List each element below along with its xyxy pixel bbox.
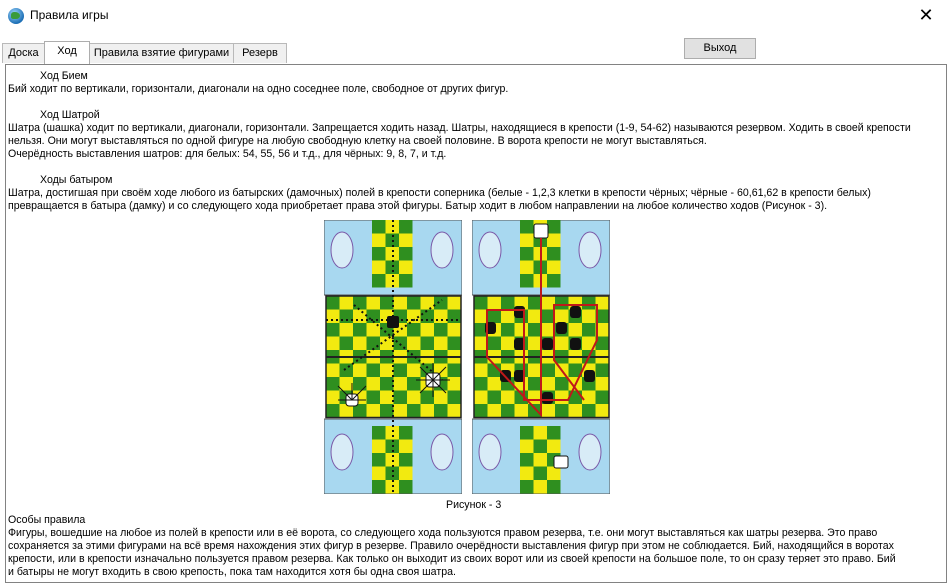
- board-square: [421, 296, 435, 310]
- board-square: [367, 377, 381, 391]
- board-square: [569, 404, 583, 418]
- board-square: [534, 440, 548, 454]
- board-square: [474, 377, 488, 391]
- board-square: [326, 323, 340, 337]
- board-square: [399, 220, 413, 234]
- board-square: [555, 296, 569, 310]
- white-biy-icon: [554, 456, 568, 468]
- board-square: [555, 404, 569, 418]
- rules-text-area[interactable]: [5, 64, 947, 583]
- board-square: [488, 337, 502, 351]
- app-globe-icon: [8, 8, 24, 24]
- batyr-text-2: превращается в батыра (дамку) и со следующего хода приобретает права этой фигуры. Батыр ходит в любом направлении на любое количество ходов (Рисунок - 3).: [8, 200, 828, 212]
- board-square: [520, 480, 534, 494]
- board-square: [501, 296, 515, 310]
- board-square: [542, 364, 556, 378]
- board-square: [596, 364, 610, 378]
- board-square: [386, 467, 400, 481]
- shatra-text-1: Шатра (шашка) ходит по вертикали, диагонали, горизонтали. Запрещается ходить назад. Шатры, находящиеся в крепости (1-9, 54-62) называются резервом. Ходить в своей крепости: [8, 122, 911, 134]
- board-square: [380, 377, 394, 391]
- board-square: [399, 247, 413, 261]
- black-shatra-icon: [570, 338, 581, 350]
- board-square: [372, 247, 386, 261]
- board-square: [596, 404, 610, 418]
- board-square: [407, 296, 421, 310]
- board-square: [372, 426, 386, 440]
- griffin-emblem-icon: [431, 232, 453, 268]
- board-square: [380, 296, 394, 310]
- black-shatra-icon: [584, 370, 595, 382]
- board-square: [448, 377, 462, 391]
- board-square: [582, 296, 596, 310]
- biy-heading: Ход Бием: [40, 70, 88, 82]
- board-square: [448, 323, 462, 337]
- shatra-heading: Ход Шатрой: [40, 109, 100, 121]
- board-square: [582, 391, 596, 405]
- special-text-1: Фигуры, вошедшие на любое из полей в крепости или в её ворота, со следующего хода пользуются правом резерва, т.е. они могут выставляться как шатры резерва. Это право: [8, 527, 878, 539]
- board-square: [399, 440, 413, 454]
- board-square: [528, 323, 542, 337]
- board-square: [326, 391, 340, 405]
- board-square: [582, 323, 596, 337]
- board-square: [353, 310, 367, 324]
- board-square: [582, 404, 596, 418]
- board-square: [501, 310, 515, 324]
- board-square: [520, 261, 534, 275]
- board-square: [448, 404, 462, 418]
- board-square: [326, 364, 340, 378]
- title-bar: [0, 0, 949, 32]
- board-square: [394, 377, 408, 391]
- board-square: [372, 274, 386, 288]
- board-square: [372, 480, 386, 494]
- board-square: [542, 310, 556, 324]
- board-square: [340, 337, 354, 351]
- board-square: [488, 391, 502, 405]
- board-square: [488, 310, 502, 324]
- board-square: [407, 377, 421, 391]
- board-square: [520, 453, 534, 467]
- board-square: [488, 404, 502, 418]
- griffin-emblem-icon: [331, 434, 353, 470]
- board-square: [380, 404, 394, 418]
- black-shatra-icon: [570, 306, 581, 318]
- board-square: [353, 296, 367, 310]
- board-square: [534, 480, 548, 494]
- board-square: [555, 310, 569, 324]
- board-square: [326, 377, 340, 391]
- board-square: [421, 323, 435, 337]
- board-square: [407, 364, 421, 378]
- board-square: [399, 453, 413, 467]
- white-batyr-crown-icon: [534, 224, 548, 238]
- special-text-2: сохраняется за этими фигурами на всё время нахождения этих фигур в резерве. Правило очерёдности выставления фигур при этом не соблюдается. Бий, находящийся в воротах: [8, 540, 894, 552]
- board-square: [367, 296, 381, 310]
- board-square: [488, 296, 502, 310]
- board-square: [474, 391, 488, 405]
- board-square: [547, 440, 561, 454]
- board-square: [520, 274, 534, 288]
- exit-button[interactable]: Выход: [684, 38, 756, 59]
- special-heading: Особы правила: [8, 514, 86, 526]
- board-square: [547, 467, 561, 481]
- board-square: [534, 426, 548, 440]
- board-square: [501, 337, 515, 351]
- board-square: [340, 296, 354, 310]
- board-square: [399, 261, 413, 275]
- board-square: [547, 234, 561, 248]
- board-square: [372, 261, 386, 275]
- board-square: [555, 391, 569, 405]
- board-square: [326, 404, 340, 418]
- board-square: [399, 234, 413, 248]
- griffin-emblem-icon: [579, 434, 601, 470]
- board-square: [380, 391, 394, 405]
- board-square: [520, 426, 534, 440]
- window-title: Правила игры: [30, 8, 109, 22]
- board-square: [367, 364, 381, 378]
- board-square: [434, 323, 448, 337]
- tab-reserve[interactable]: Резерв: [233, 43, 287, 63]
- board-square: [448, 310, 462, 324]
- griffin-emblem-icon: [579, 232, 601, 268]
- board-square: [534, 467, 548, 481]
- board-square: [534, 453, 548, 467]
- board-square: [421, 404, 435, 418]
- board-square: [520, 220, 534, 234]
- board-square: [421, 391, 435, 405]
- board-square: [542, 296, 556, 310]
- board-square: [340, 364, 354, 378]
- tab-move[interactable]: Ход: [44, 41, 90, 64]
- board-square: [501, 404, 515, 418]
- board-square: [474, 310, 488, 324]
- board-square: [407, 391, 421, 405]
- batyr-text-1: Шатра, достигшая при своём ходе любого из батырских (дамочных) полей в крепости соперника (белые - 1,2,3 клетки в крепости чёрных; чёрные - 60,61,62 в крепости белых): [8, 187, 871, 199]
- board-square: [542, 404, 556, 418]
- board-square: [542, 377, 556, 391]
- board-square: [474, 404, 488, 418]
- board-square: [555, 377, 569, 391]
- board-square: [528, 296, 542, 310]
- board-square: [399, 274, 413, 288]
- biy-text: Бий ходит по вертикали, горизонтали, диагонали на одно соседнее поле, свободное от других фигур.: [8, 83, 509, 95]
- board-square: [353, 377, 367, 391]
- board-square: [542, 323, 556, 337]
- board-square: [421, 337, 435, 351]
- board-square: [569, 323, 583, 337]
- close-button[interactable]: ✕: [918, 5, 934, 25]
- griffin-emblem-icon: [479, 434, 501, 470]
- board-square: [394, 404, 408, 418]
- board-square: [547, 220, 561, 234]
- board-square: [520, 234, 534, 248]
- board-square: [353, 323, 367, 337]
- board-square: [399, 480, 413, 494]
- board-diagram-right: [472, 220, 610, 494]
- board-square: [399, 426, 413, 440]
- board-square: [488, 377, 502, 391]
- board-square: [596, 391, 610, 405]
- board-square: [515, 404, 529, 418]
- board-square: [340, 377, 354, 391]
- board-square: [367, 391, 381, 405]
- board-square: [407, 337, 421, 351]
- board-square: [394, 364, 408, 378]
- board-square: [520, 467, 534, 481]
- black-shatra-icon: [556, 322, 567, 334]
- board-square: [547, 480, 561, 494]
- board-square: [528, 364, 542, 378]
- board-square: [474, 296, 488, 310]
- board-square: [448, 391, 462, 405]
- board-square: [515, 323, 529, 337]
- board-square: [596, 377, 610, 391]
- board-square: [372, 453, 386, 467]
- shatra-text-3: Очерёдность выставления шатров: для белых: 54, 55, 56 и т.д., для чёрных: 9, 8, 7, и т.д.: [8, 148, 447, 160]
- board-square: [547, 274, 561, 288]
- board-square: [353, 364, 367, 378]
- board-square: [353, 337, 367, 351]
- board-square: [547, 426, 561, 440]
- board-square: [582, 310, 596, 324]
- board-square: [520, 440, 534, 454]
- board-square: [372, 234, 386, 248]
- griffin-emblem-icon: [331, 232, 353, 268]
- board-square: [372, 220, 386, 234]
- board-square: [474, 364, 488, 378]
- board-square: [434, 337, 448, 351]
- board-square: [407, 323, 421, 337]
- board-square: [528, 310, 542, 324]
- griffin-emblem-icon: [479, 232, 501, 268]
- board-square: [394, 296, 408, 310]
- board-square: [372, 440, 386, 454]
- board-square: [386, 247, 400, 261]
- board-square: [547, 247, 561, 261]
- tab-board[interactable]: Доска: [2, 43, 45, 63]
- figure-caption: Рисунок - 3: [446, 499, 502, 511]
- board-square: [326, 337, 340, 351]
- board-square: [434, 296, 448, 310]
- board-square: [448, 364, 462, 378]
- board-square: [326, 296, 340, 310]
- board-square: [547, 261, 561, 275]
- board-square: [501, 323, 515, 337]
- special-text-4: и батыры не могут входить в свою крепость, пока там находится хотя бы одна своя шатра.: [8, 566, 456, 578]
- board-square: [520, 247, 534, 261]
- shatra-text-2: нельзя. Они могут выставляться по одной фигуре на любую свободную клетку на своей половине. В ворота крепости не могут выставляться.: [8, 135, 707, 147]
- board-square: [407, 404, 421, 418]
- board-square: [528, 377, 542, 391]
- board-square: [448, 337, 462, 351]
- board-square: [394, 391, 408, 405]
- board-square: [501, 391, 515, 405]
- board-square: [555, 337, 569, 351]
- black-batyr-icon: [387, 316, 399, 328]
- board-square: [399, 467, 413, 481]
- special-text-3: крепости, или в крепости изначально пользуется правом резерва. Как только он выходит из своих ворот или из своей крепости на большое поле, то он сразу теряет это право. Бий: [8, 553, 896, 565]
- board-square: [528, 337, 542, 351]
- board-square: [367, 404, 381, 418]
- board-diagram-left: [324, 220, 462, 494]
- board-square: [340, 323, 354, 337]
- griffin-emblem-icon: [431, 434, 453, 470]
- board-square: [372, 467, 386, 481]
- board-square: [448, 296, 462, 310]
- board-square: [474, 337, 488, 351]
- black-shatra-icon: [542, 392, 553, 404]
- tab-capture-rules[interactable]: Правила взятие фигурами: [89, 43, 234, 63]
- board-square: [386, 426, 400, 440]
- board-square: [380, 364, 394, 378]
- black-shatra-icon: [542, 338, 553, 350]
- batyr-heading: Ходы батыром: [40, 174, 113, 186]
- board-square: [528, 404, 542, 418]
- board-square: [434, 404, 448, 418]
